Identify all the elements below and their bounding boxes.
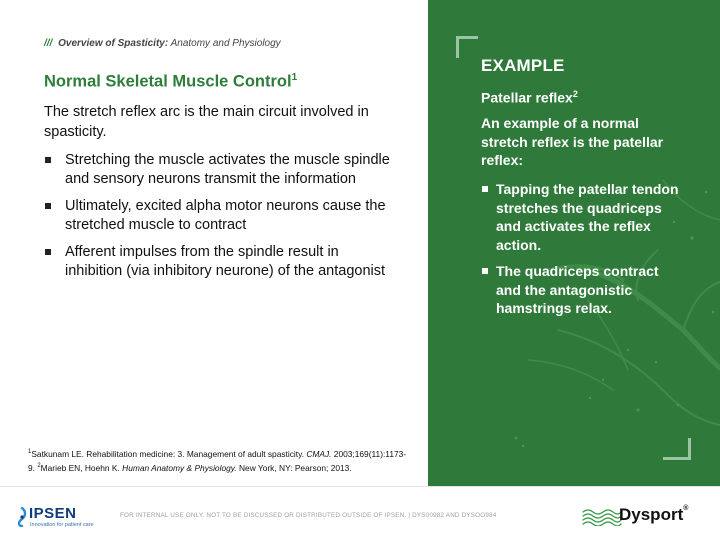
- bullet-square-icon: [45, 203, 51, 209]
- footer-disclaimer: FOR INTERNAL USE ONLY. NOT TO BE DISCUSSED OR DISTRIBUTED OUTSIDE OF IPSEN. | DYS00982 AND DYSOO984: [120, 512, 497, 519]
- footnote-ref-1-cite: 2003;169(11):1173-9.: [28, 448, 407, 473]
- registered-mark: ®: [683, 505, 689, 512]
- panel-subtitle-text: Patellar reflex: [481, 89, 573, 106]
- bullet-text: Stretching the muscle activates the muscle spindle and sensory neurons transmit the information: [65, 152, 390, 187]
- list-item: [481, 262, 681, 318]
- footnote: [28, 446, 408, 474]
- footnote-ref-2: 2: [37, 462, 41, 469]
- dysport-name: Dysport: [619, 505, 684, 524]
- panel-subtitle-ref: 2: [572, 89, 578, 99]
- panel-bullet-list: [481, 180, 681, 326]
- list-item: [44, 197, 396, 235]
- footnote-ref-1-journal: CMAJ.: [306, 448, 332, 459]
- corner-bracket-bottom-right: [663, 438, 691, 460]
- ipsen-tagline: Innovation for patient care: [30, 522, 94, 528]
- breadcrumb-topic: Anatomy and Physiology: [170, 38, 281, 49]
- example-panel: [428, 0, 720, 486]
- panel-title: EXAMPLE: [481, 56, 565, 75]
- panel-subtitle: [481, 89, 578, 106]
- footnote-ref-1: 1: [28, 449, 32, 455]
- page-title-ref: 1: [291, 72, 298, 83]
- breadcrumb-slashes: ///: [44, 38, 53, 49]
- dysport-waves-icon: [582, 506, 622, 526]
- footnote-ref-2-book: Human Anatomy & Physiology.: [122, 462, 237, 473]
- page-title: [44, 72, 297, 92]
- corner-bracket-top-left: [456, 36, 478, 58]
- ipsen-wordmark: IPSEN: [29, 505, 77, 522]
- breadcrumb-section: Overview of Spasticity:: [58, 38, 169, 49]
- list-item: [44, 151, 396, 189]
- bullet-square-icon: [45, 249, 51, 255]
- ipsen-logo: [16, 505, 116, 531]
- list-item: [481, 180, 681, 254]
- bullet-square-icon: [482, 186, 488, 192]
- bullet-square-icon: [45, 157, 51, 163]
- footnote-ref-1-text: Satkunam LE. Rehabilitation medicine: 3. Management of adult spasticity.: [31, 448, 304, 459]
- panel-intro-text: An example of a normal stretch reflex is the patellar reflex:: [481, 115, 664, 168]
- list-item: [44, 243, 396, 281]
- page-title-text: Normal Skeletal Muscle Control: [44, 72, 292, 91]
- bullet-text: Ultimately, excited alpha motor neurons cause the stretched muscle to contract: [65, 198, 386, 233]
- bullet-text: Afferent impulses from the spindle result in inhibition (via inhibitory neurone) of the antagonist: [65, 244, 386, 279]
- footnote-ref-2-text: Marieb EN, Hoehn K.: [40, 462, 120, 473]
- dysport-wordmark: [619, 505, 688, 525]
- breadcrumb: [44, 38, 281, 49]
- footnote-ref-2-pub: New York, NY: Pearson; 2013.: [238, 462, 352, 473]
- bullet-list: [44, 151, 396, 289]
- bullet-square-icon: [482, 268, 488, 274]
- ipsen-mark-icon: [16, 507, 28, 527]
- bullet-text: The quadriceps contract and the antagonistic hamstrings relax.: [496, 263, 659, 316]
- intro-text: The stretch reflex arc is the main circuit involved in spasticity.: [44, 104, 369, 140]
- dysport-logo: [582, 503, 712, 529]
- bullet-text: Tapping the patellar tendon stretches the quadriceps and activates the reflex action.: [496, 181, 679, 253]
- footer: [0, 486, 720, 540]
